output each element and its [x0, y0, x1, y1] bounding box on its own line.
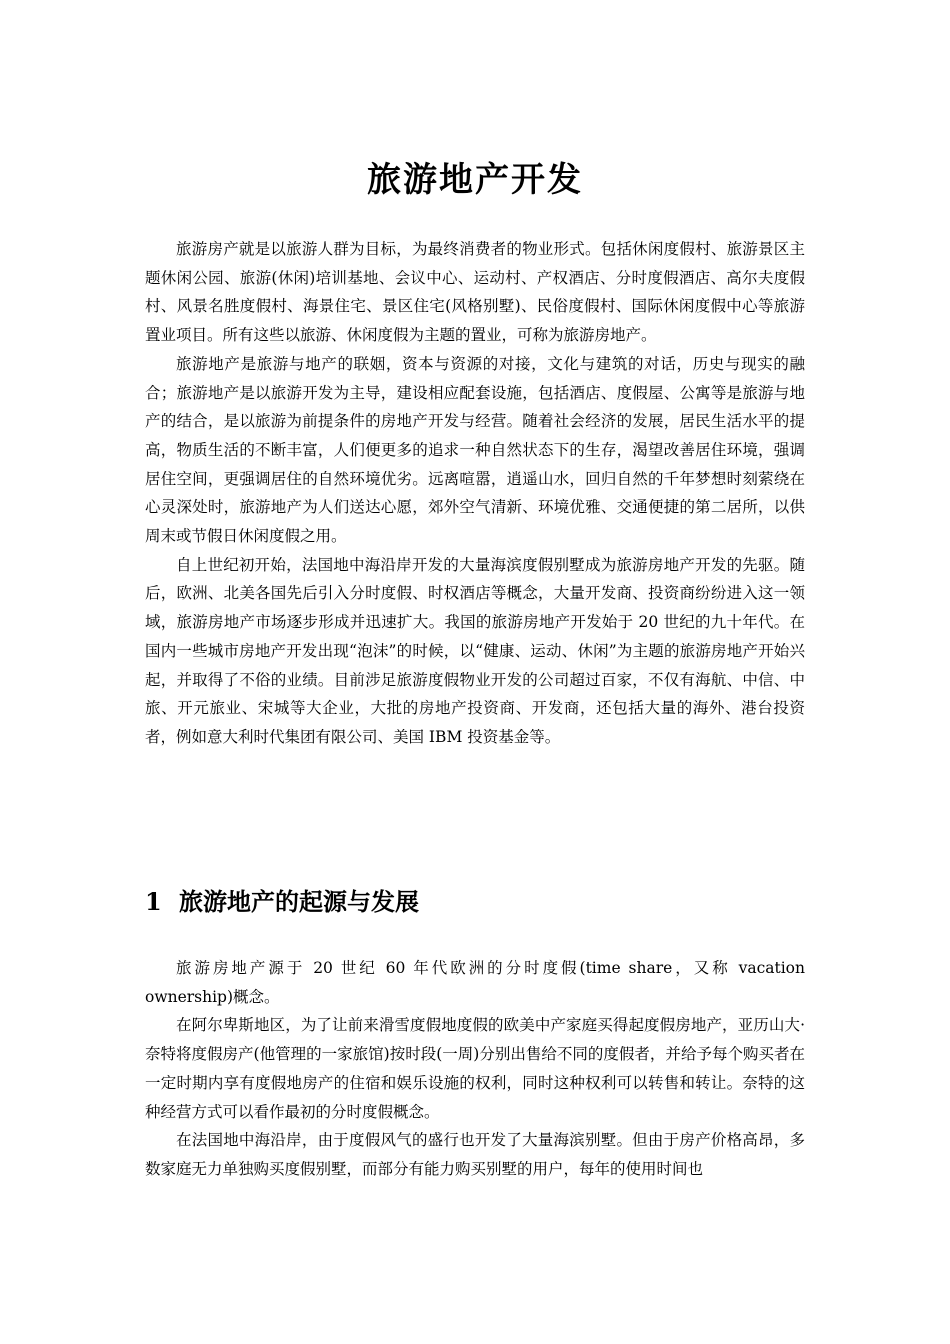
paragraph: 在阿尔卑斯地区，为了让前来滑雪度假地度假的欧美中产家庭买得起度假房地产，亚历山大·奈特将度假房产(他管理的一家旅馆)按时段(一周)分别出售给不同的度假者，并给予每个购买者在一定时期内享有度假地房产的住宿和娱乐设施的权利，同时这种权利可以转售和转让。奈特的这种经营方式可以看作最初的分时度假概念。 [145, 1016, 805, 1121]
intro-section [145, 235, 805, 752]
section-body [145, 954, 805, 1184]
section-number: 1 [145, 887, 162, 916]
section-heading [145, 882, 805, 922]
paragraph: 旅游房地产源于 20 世纪 60 年代欧洲的分时度假(time share，又称 vacation ownership)概念。 [145, 959, 805, 1006]
paragraph: 在法国地中海沿岸，由于度假风气的盛行也开发了大量海滨别墅。但由于房产价格高昂，多数家庭无力单独购买度假别墅，而部分有能力购买别墅的用户，每年的使用时间也 [145, 1131, 805, 1178]
paragraph: 旅游地产是旅游与地产的联姻，资本与资源的对接，文化与建筑的对话，历史与现实的融合；旅游地产是以旅游开发为主导，建设相应配套设施，包括酒店、度假屋、公寓等是旅游与地产的结合，是以旅游为前提条件的房地产开发与经营。随着社会经济的发展，居民生活水平的提高，物质生活的不断丰富，人们便更多的追求一种自然状态下的生存，渴望改善居住环境，强调居住空间，更强调居住的自然环境优劣。远离喧嚣，逍遥山水，回归自然的千年梦想时刻萦绕在心灵深处时，旅游地产为人们送达心愿，郊外空气清新、环境优雅、交通便捷的第二居所，以供周末或节假日休闲度假之用。 [145, 354, 805, 546]
document-title: 旅游地产开发 [367, 160, 583, 200]
section-title: 旅游地产的起源与发展 [179, 887, 419, 916]
paragraph: 自上世纪初开始，法国地中海沿岸开发的大量海滨度假别墅成为旅游房地产开发的先驱。随后，欧洲、北美各国先后引入分时度假、时权酒店等概念，大量开发商、投资商纷纷进入这一领域，旅游房地产市场逐步形成并迅速扩大。我国的旅游房地产开发始于 20 世纪的九十年代。在国内一些城市房地产开发出现“泡沫”的时候，以“健康、运动、休闲”为主题的旅游房地产开始兴起，并取得了不俗的业绩。目前涉足旅游度假物业开发的公司超过百家，不仅有海航、中信、中旅、开元旅业、宋城等大企业，大批的房地产投资商、开发商，还包括大量的海外、港台投资者，例如意大利时代集团有限公司、美国 IBM 投资基金等。 [145, 555, 805, 746]
paragraph: 旅游房产就是以旅游人群为目标，为最终消费者的物业形式。包括休闲度假村、旅游景区主题休闲公园、旅游(休闲)培训基地、会议中心、运动村、产权酒店、分时度假酒店、高尔夫度假村、风景名胜度假村、海景住宅、景区住宅(风格别墅)、民俗度假村、国际休闲度假中心等旅游置业项目。所有这些以旅游、休闲度假为主题的置业，可称为旅游房地产。 [145, 240, 805, 345]
